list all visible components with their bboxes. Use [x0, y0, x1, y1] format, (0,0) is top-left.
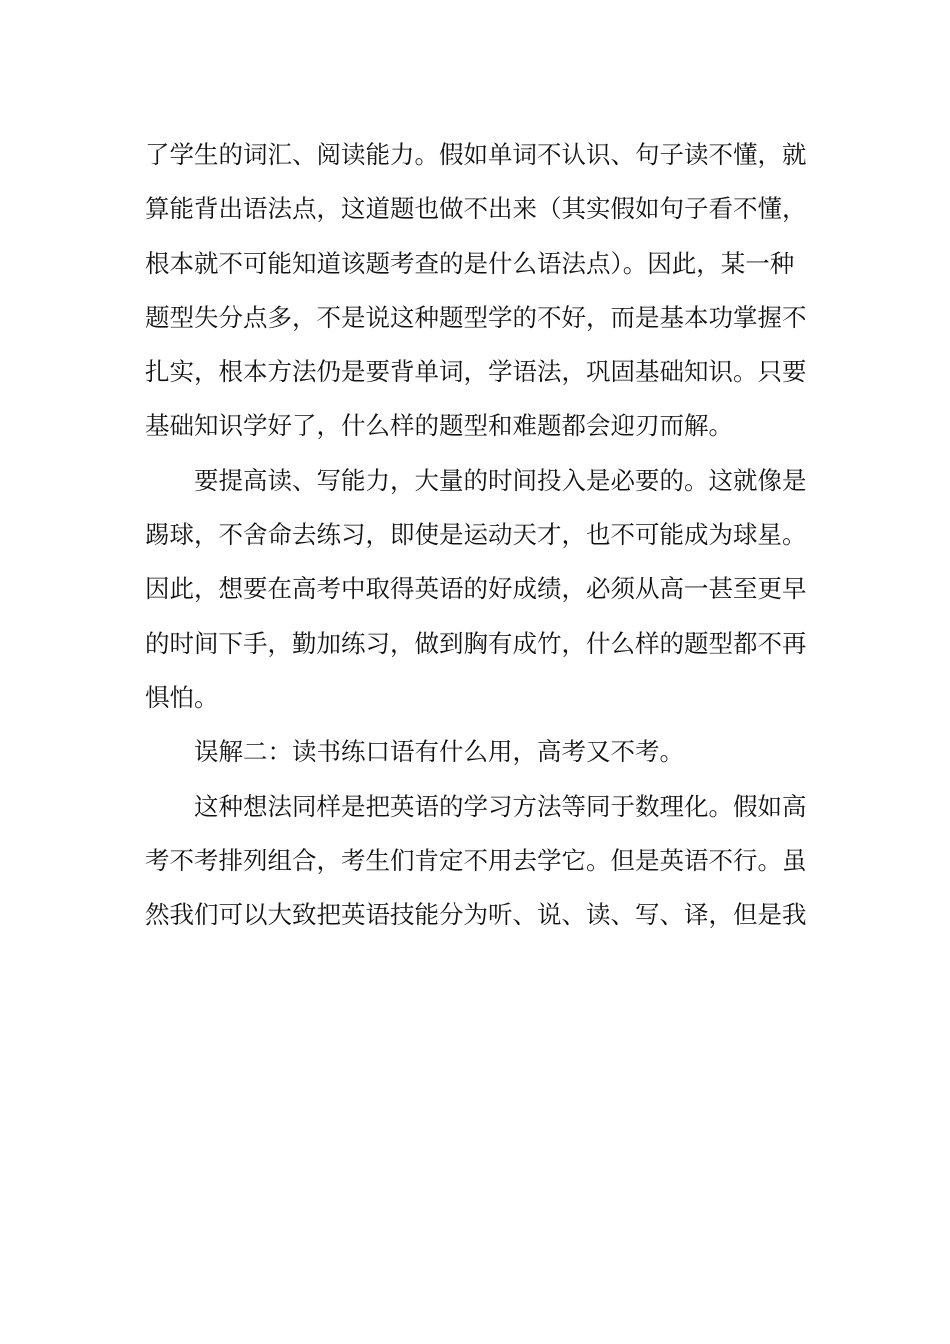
- paragraph-start-line: 这种想法同样是把英语的学习方法等同于数理化。假如高: [194, 791, 807, 821]
- text-line: 根本就不可能知道该题考查的是什么语法点）。因此，某一种: [145, 248, 795, 278]
- section-heading: 误解二：读书练口语有什么用，高考又不考。: [194, 737, 684, 767]
- text-line: 的时间下手，勤加练习，做到胸有成竹，什么样的题型都不再: [145, 628, 807, 658]
- text-line: 因此，想要在高考中取得英语的好成绩，必须从高一甚至更早: [145, 574, 807, 604]
- text-line: 基础知识学好了，什么样的题型和难题都会迎刃而解。: [145, 411, 733, 441]
- paragraph-start-line: 要提高读、写能力，大量的时间投入是必要的。这就像是: [194, 465, 807, 495]
- text-line: 扎实，根本方法仍是要背单词，学语法，巩固基础知识。只要: [145, 357, 807, 387]
- text-line: 惧怕。: [145, 682, 219, 712]
- text-line: 算能背出语法点，这道题也做不出来（其实假如句子看不懂，: [145, 194, 807, 224]
- text-line: 然我们可以大致把英语技能分为听、说、读、写、译，但是我: [145, 900, 807, 930]
- text-line: 题型失分点多，不是说这种题型学的不好，而是基本功掌握不: [145, 302, 807, 332]
- body-text: [145, 128, 807, 942]
- text-line: 了学生的词汇、阅读能力。假如单词不认识、句子读不懂，就: [145, 140, 807, 169]
- text-line: 踢球，不舍命去练习，即使是运动天才，也不可能成为球星。: [145, 520, 807, 550]
- text-line: 考不考排列组合，考生们肯定不用去学它。但是英语不行。虽: [145, 845, 807, 875]
